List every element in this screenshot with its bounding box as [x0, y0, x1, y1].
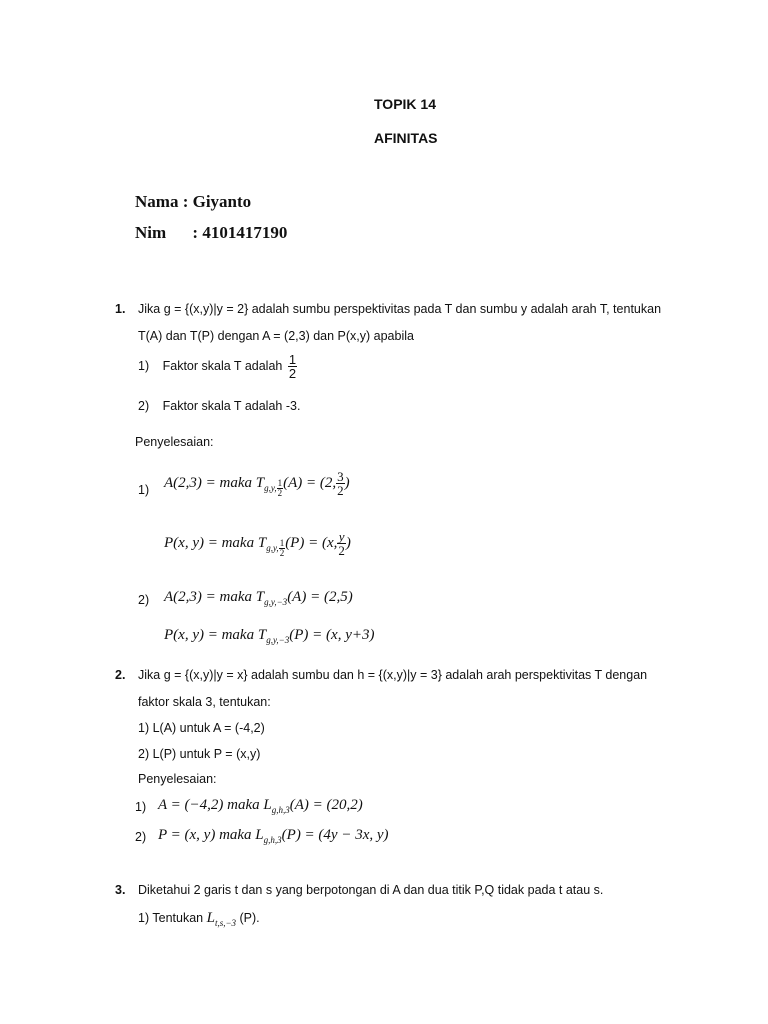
q1-sol1a-equation	[164, 470, 350, 498]
q2-item2: 2) L(P) untuk P = (x,y)	[138, 747, 261, 761]
q1-sol1a-sub: g,y,	[264, 482, 277, 493]
nim-value: 4101417190	[202, 223, 288, 242]
q2-sol2-rhs: (P) = (4y − 3x, y)	[281, 827, 389, 843]
q1-sol1b-sub-num: 1	[279, 538, 285, 549]
q1-sol1b-fraction	[337, 530, 346, 557]
q1-number: 1.	[115, 302, 126, 316]
q1-sol1a-close: )	[344, 474, 350, 491]
q1-line2: T(A) dan T(P) dengan A = (2,3) dan P(x,y) apabila	[138, 329, 414, 343]
q1-sol1a-den: 2	[337, 483, 344, 498]
q1-sol1a-arg: (A) = (2,	[283, 474, 337, 491]
q2-line1: Jika g = {(x,y)|y = x} adalah sumbu dan h = {(x,y)|y = 3} adalah arah perspektivitas T dengan	[138, 668, 648, 682]
q3-number: 3.	[115, 883, 126, 897]
q3-line1: Diketahui 2 garis t dan s yang berpotongan di A dan dua titik P,Q tidak pada t atau s.	[138, 883, 604, 897]
q3-item1	[138, 910, 260, 928]
q1-sol1a-sub-num: 1	[277, 478, 283, 489]
q1-sol1b-den: 2	[338, 543, 345, 558]
q3-item1-L: $L_{t,s,-3}$	[206, 910, 237, 928]
nim-row	[135, 223, 287, 243]
nim-label: Nim	[135, 223, 167, 242]
q1-sol1a-lhs: A(2,3) = maka T	[164, 474, 265, 491]
q2-sol1-equation	[158, 797, 363, 815]
q3-item1-sub: t,s,−3	[214, 918, 237, 928]
q1-sol1b-sub: g,y,	[266, 542, 279, 553]
q2-number: 2.	[115, 668, 126, 682]
q2-line2: faktor skala 3, tentukan:	[138, 695, 271, 709]
q1-item1-text: Faktor skala T adalah	[162, 358, 283, 373]
q1-sol1a-num: 3	[337, 469, 344, 484]
q1-sol2b-rhs: (P) = (x, y+3)	[289, 627, 375, 643]
q2-sol1-sub: g,h,3	[271, 805, 290, 815]
q1-sol1a-sub-den: 2	[277, 488, 283, 499]
topic-title: TOPIK 14	[374, 96, 436, 112]
q1-sol2a-rhs: (A) = (2,5)	[287, 589, 353, 605]
q1-sol1b-close: )	[345, 534, 351, 551]
q1-sol1b-num: y	[338, 529, 345, 544]
q3-item1-post: (P).	[239, 911, 260, 925]
q1-item1-numerator: 1	[288, 352, 297, 367]
q2-sol2-equation	[158, 827, 389, 845]
q1-solution-label: Penyelesaian:	[135, 435, 214, 449]
q1-item1-fraction	[288, 353, 297, 380]
q2-item1: 1) L(A) untuk A = (-4,2)	[138, 721, 265, 735]
q1-item1	[138, 353, 297, 380]
q2-sol2-label: 2)	[135, 830, 147, 844]
q1-sol1a-fraction	[336, 470, 345, 497]
q1-sol2b-lhs: P(x, y) = maka T	[164, 627, 267, 643]
name-row	[135, 192, 251, 212]
nim-separator: :	[192, 223, 199, 242]
q1-item1-denominator: 2	[288, 366, 297, 381]
q1-sol2b-equation	[164, 627, 374, 645]
q2-sol2-sub: g,h,3	[263, 835, 282, 845]
q2-sol1-lhs: A = (−4,2) maka L	[158, 797, 272, 813]
q1-item2	[138, 399, 300, 413]
q1-sol2-label: 2)	[138, 593, 150, 607]
q3-item1-pre: 1) Tentukan	[138, 911, 204, 925]
q1-sol2b-sub: g,y,−3	[266, 635, 290, 645]
q2-sol1-rhs: (A) = (20,2)	[289, 797, 363, 813]
name-label: Nama :	[135, 192, 189, 211]
q1-sol2a-sub: g,y,−3	[264, 597, 288, 607]
q1-line1: Jika g = {(x,y)|y = 2} adalah sumbu perspektivitas pada T dan sumbu y adalah arah T, tentukan	[138, 302, 662, 316]
q1-sol1b-arg: (P) = (x,	[285, 534, 338, 551]
name-value: Giyanto	[192, 192, 252, 211]
q2-sol1-label: 1)	[135, 800, 147, 814]
q1-sol2a-equation	[164, 589, 353, 607]
q1-sol1b-sub-den: 2	[279, 548, 285, 559]
q1-sol1-label: 1)	[138, 483, 150, 497]
q1-sol1b-lhs: P(x, y) = maka T	[164, 534, 267, 551]
q2-solution-label: Penyelesaian:	[138, 772, 217, 786]
q1-sol2a-lhs: A(2,3) = maka T	[164, 589, 265, 605]
q2-sol2-lhs: P = (x, y) maka L	[158, 827, 264, 843]
q1-sol1b-equation	[164, 530, 351, 558]
q1-item2-label: 2)	[138, 399, 150, 413]
q1-item1-label: 1)	[138, 358, 150, 373]
topic-subtitle: AFINITAS	[374, 130, 438, 146]
q1-item2-text: Faktor skala T adalah -3.	[162, 399, 301, 413]
